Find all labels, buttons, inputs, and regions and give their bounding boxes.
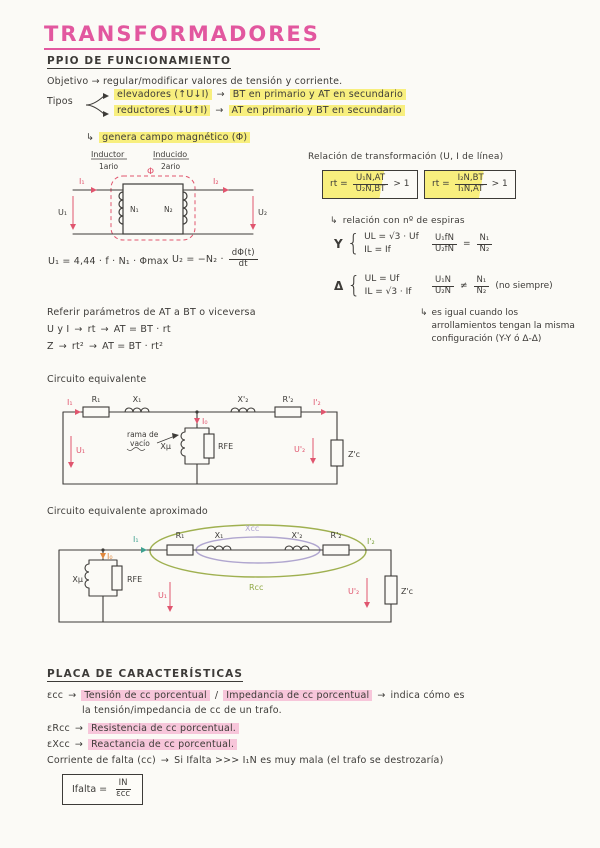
node-dot — [101, 548, 104, 551]
resistor-rfe — [112, 566, 122, 590]
u2-label: U₂ — [258, 208, 268, 217]
tipos-fork-icon — [84, 90, 110, 120]
hook-glyph: ↳ — [86, 132, 95, 143]
rt-voltage-box: rt = $\frac{\text{U₁N,AT}}{\text{U₂N,BT}}$ > 1 — [322, 170, 418, 199]
page-title: TRANSFORMADORES — [44, 22, 320, 50]
arrow-glyph: → — [68, 690, 77, 701]
triangulo-label: Δ — [334, 278, 344, 293]
rama-vacio-label-1: rama de — [127, 430, 159, 439]
arrow-glyph: → — [100, 324, 109, 335]
flux-label: Φ — [147, 167, 155, 177]
referir-z-line: Z → rt² → AT = BT · rt² — [47, 341, 164, 352]
i2p-label: I'₂ — [313, 398, 321, 407]
excc-text: Reactancia de cc porcentual. — [88, 739, 237, 750]
brace-glyph: { — [347, 271, 361, 299]
r2p-label: R'₂ — [330, 531, 342, 540]
arrow-glyph: → — [58, 341, 67, 352]
emf-equation-u2: U₂ = −N₂ · $\frac{d\Phi(t)}{dt}$ — [172, 249, 258, 270]
r1-label: R₁ — [91, 395, 101, 404]
zc-label: Z'c — [348, 450, 361, 459]
elevadores-result: BT en primario y AT en secundario — [230, 89, 406, 100]
circuit2-labels — [72, 531, 413, 596]
u1-label: U₁ — [158, 591, 168, 600]
n2-label: N₂ — [164, 205, 173, 214]
n1-label: N₁ — [130, 205, 139, 214]
ercc-text: Resistencia de cc porcentual. — [88, 723, 239, 734]
hook-glyph: ↳ — [330, 216, 338, 226]
triangulo-ratio: $\frac{\text{U₁N}}{\text{U₂N}}$ ≠ $\frac{\text{N₁}}{\text{N₂}}$ (no siempre) — [432, 276, 553, 297]
elevadores-text: elevadores (↑U↓I) — [114, 89, 212, 100]
objetivo-text: Objetivo → regular/modificar valores de tensión y corriente. — [47, 76, 343, 87]
ercc-symbol: εRcc — [47, 723, 70, 734]
load-zc — [385, 576, 397, 604]
reductores-result: AT en primario y BT en secundario — [229, 105, 405, 116]
excc-symbol: εXcc — [47, 739, 70, 750]
ecc-symbol: εcc — [47, 690, 64, 701]
i1-label: I₁ — [133, 535, 139, 544]
winding-titles — [91, 150, 189, 171]
resistor-r2p — [275, 407, 301, 417]
circuit1-components — [83, 407, 343, 466]
rfe-label: RFE — [127, 575, 143, 584]
node-dot — [195, 410, 198, 413]
i2p-label: I'₂ — [367, 537, 375, 546]
xcc-label: Xcc — [245, 524, 260, 533]
section-heading-placa: PLACA DE CARACTERÍSTICAS — [47, 668, 244, 680]
circuit2-voltages — [158, 578, 370, 612]
xmu-label: Xμ — [72, 575, 83, 584]
equivalent-circuit-diagram — [45, 388, 365, 498]
u1-label: U₁ — [76, 446, 86, 455]
ecc-line-2: la tensión/impedancia de cc de un trafo. — [82, 705, 282, 716]
inducido-label: Inducido — [153, 150, 188, 159]
tipo-elevadores-line — [114, 89, 406, 100]
ifalta-fraction: $\frac{IN}{\text{εcc}}$ — [116, 778, 131, 799]
i0-label: I₀ — [202, 417, 208, 426]
x2p-label: X'₂ — [291, 531, 303, 540]
genera-line — [86, 132, 250, 143]
tipo-reductores-line — [114, 105, 405, 116]
i1-label: I₁ — [79, 177, 85, 186]
brace-glyph: { — [346, 229, 361, 257]
emf-equation-u1: U₁ = 4,44 · f · N₁ · Φmax — [48, 256, 169, 267]
resistor-r2p — [323, 545, 349, 555]
arrow-glyph: → — [215, 105, 224, 116]
rt-current-fraction: $\frac{\text{I₂N,BT}}{\text{I₁N,AT}}$ — [455, 174, 487, 195]
estrella-label: Y — [334, 236, 343, 251]
load-zc — [331, 440, 343, 466]
arrow-glyph: → — [216, 89, 225, 100]
inductor-xmu — [181, 432, 185, 456]
x1-label: X₁ — [132, 395, 142, 404]
ecc-impedancia: Impedancia de cc porcentual — [223, 690, 372, 701]
rt-current-box: rt = $\frac{\text{I₂N,BT}}{\text{I₁N,AT}}$ > 1 — [424, 170, 516, 199]
r1-label: R₁ — [175, 531, 185, 540]
arrow-glyph: → — [74, 324, 83, 335]
genera-text: genera campo magnético (Φ) — [99, 132, 250, 143]
r2p-label: R'₂ — [282, 395, 294, 404]
rfe-label: RFE — [218, 442, 234, 451]
zc-label: Z'c — [401, 587, 414, 596]
rt-voltage-fraction: $\frac{\text{U₁N,AT}}{\text{U₂N,BT}}$ — [353, 174, 389, 195]
i2-label: I₂ — [213, 177, 219, 186]
arrow-glyph: → — [160, 755, 170, 766]
section-heading-funcionamiento: PPIO DE FUNCIONAMIENTO — [47, 55, 231, 67]
corriente-falta-line: Corriente de falta (cc) → Si Ifalta >>> I₁N es muy mala (el trafo se destrozaría) — [47, 755, 444, 766]
circuito1-heading: Circuito equivalente — [47, 374, 147, 385]
referir-heading: Referir parámetros de AT a BT o viceversa — [47, 307, 256, 318]
excc-line — [47, 739, 237, 750]
x1-label: X₁ — [214, 531, 224, 540]
no-siempre-note: (no siempre) — [495, 281, 553, 292]
secondary-winding — [183, 192, 187, 224]
espiras-line: ↳ relación con nº de espiras — [330, 216, 465, 226]
xmu-label: Xμ — [160, 442, 171, 451]
hook-glyph: ↳ — [420, 308, 428, 318]
inductor-xmu — [85, 564, 89, 588]
relacion-heading: Relación de transformación (U, I de línea) — [308, 152, 504, 162]
estrella-block: Y { UL = √3 · Uf IL = If — [334, 229, 419, 257]
ecc-tail: indica cómo es — [390, 690, 465, 701]
circuito2-heading: Circuito equivalente aproximado — [47, 506, 208, 517]
inductor-x2p — [231, 408, 255, 412]
inductor-x1 — [125, 408, 149, 412]
rcc-label: Rcc — [249, 583, 264, 592]
i0-label: I₀ — [107, 552, 113, 561]
arrow-glyph: → — [88, 341, 98, 352]
resistor-r1 — [167, 545, 193, 555]
inducido-sub-label: 2ario — [161, 162, 181, 171]
ercc-line — [47, 723, 239, 734]
referir-ui-line: U y I → rt → AT = BT · rt — [47, 324, 171, 335]
u1-label: U₁ — [58, 208, 68, 217]
triangulo-block: Δ { UL = Uf IL = √3 · If — [334, 271, 412, 299]
inductor-x1 — [207, 546, 231, 550]
voltage-current-annotations — [58, 177, 267, 230]
resistor-rfe — [204, 434, 214, 458]
ifalta-formula-box: Ifalta = $\frac{IN}{\text{εcc}}$ — [62, 774, 143, 805]
rama-vacio-label-2: vacío — [130, 439, 150, 448]
estrella-ratio: $\frac{\text{U₁fN}}{\text{U₂fN}}$ = $\frac{\text{N₁}}{\text{N₂}}$ — [432, 234, 492, 255]
x2p-label: X'₂ — [237, 395, 249, 404]
inductor-x2p — [285, 546, 309, 550]
arrow-glyph: → — [377, 690, 386, 701]
arrow-glyph: → — [74, 739, 84, 750]
inductor-label: Inductor — [91, 150, 125, 159]
u2p-label: U'₂ — [348, 587, 360, 596]
ecc-line: εcc → Tensión de cc porcentual / Impedancia de cc porcentual → indica cómo es — [47, 690, 465, 701]
approx-circuit-diagram — [45, 520, 415, 642]
resistor-r1 — [83, 407, 109, 417]
reductores-text: reductores (↓U↑I) — [114, 105, 210, 116]
derivative-fraction: $\frac{d\Phi(t)}{dt}$ — [229, 249, 258, 270]
i1-label: I₁ — [67, 398, 73, 407]
objetivo-line — [47, 76, 342, 87]
arrow-glyph: → — [74, 723, 84, 734]
transformer-diagram — [55, 146, 270, 262]
terminal-wires — [73, 190, 253, 234]
tipos-label: Tipos — [47, 96, 73, 107]
inductor-sub-label: 1ario — [99, 162, 119, 171]
circuit1-voltages — [68, 436, 316, 468]
igual-configuracion-note: ↳ es igual cuando los arrollamientos tengan la misma configuración (Y-Y ó Δ-Δ) — [420, 308, 575, 344]
u2p-label: U'₂ — [294, 445, 306, 454]
ecc-tension: Tensión de cc porcentual — [81, 690, 210, 701]
